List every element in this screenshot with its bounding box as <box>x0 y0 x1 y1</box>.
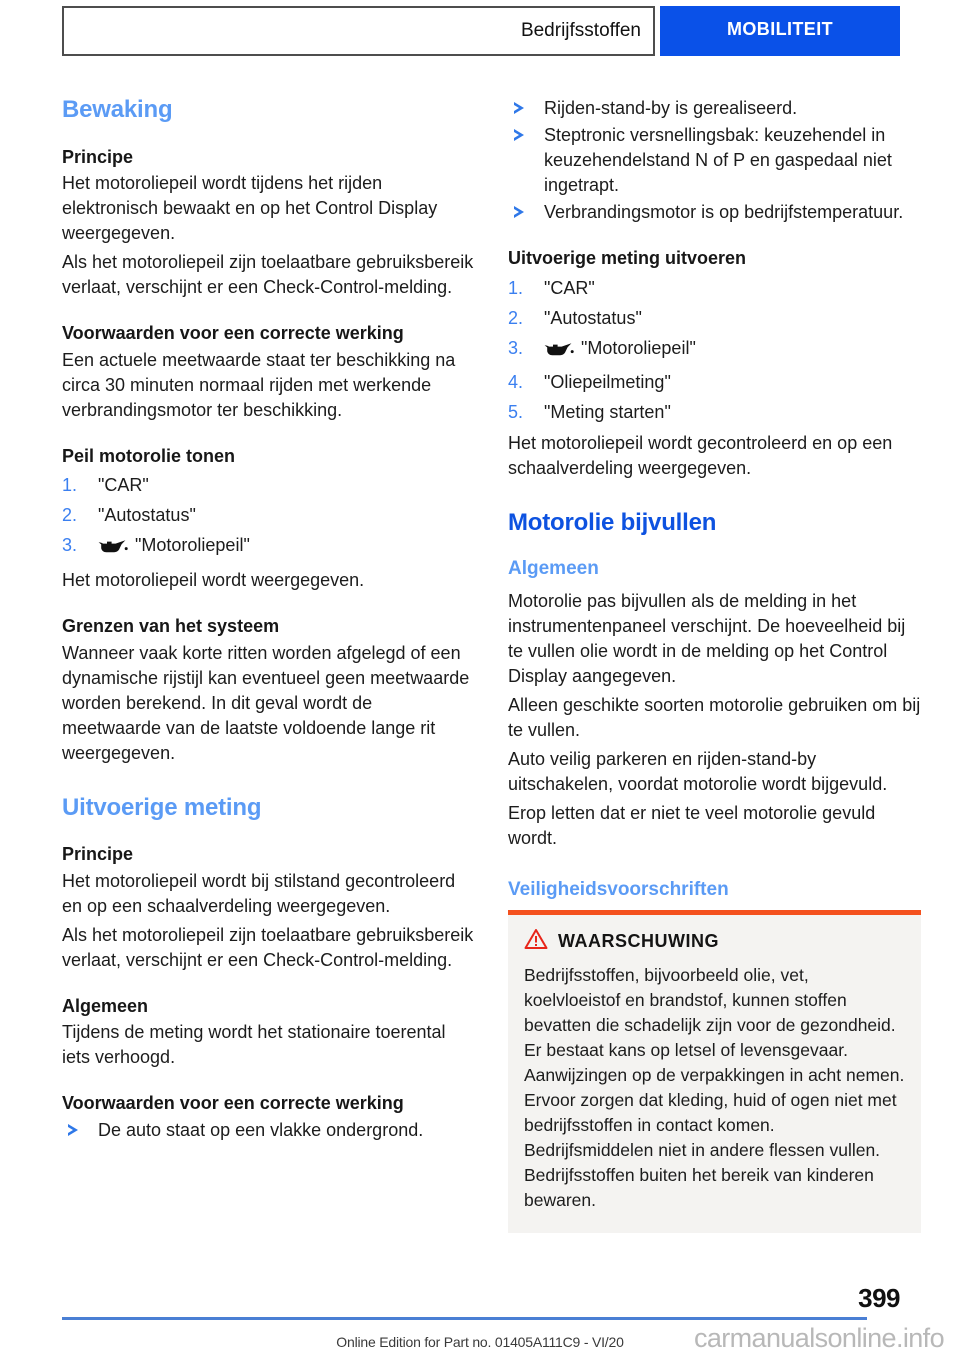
paragraph: Het motoroliepeil wordt weergegeven. <box>62 570 365 591</box>
heading-algemeen: Algemeen <box>508 558 599 580</box>
page-footer <box>0 1272 960 1362</box>
spacer <box>508 229 921 247</box>
bullet-text: Rijden-stand-by is gerealiseerd. <box>544 98 798 118</box>
triangle-bullet-icon <box>514 206 524 218</box>
paragraph: Het motoroliepeil wordt bij stilstand gecontroleerd en op een schaalverdeling weergegeven. <box>62 870 456 916</box>
list-item <box>62 470 475 500</box>
spacer <box>508 485 921 509</box>
heading-grenzen: Grenzen van het systeem <box>62 616 280 637</box>
section-title-uitvoerige-meting: Uitvoerige meting <box>62 793 262 821</box>
steps-uitvoerige-meting <box>508 273 921 427</box>
watermark: carmanualsonline.info <box>693 1323 944 1353</box>
paragraph: Auto veilig parkeren en rijden-stand-by uitschakelen, voordat motorolie wordt bijgevuld. <box>508 748 888 794</box>
list-item <box>508 96 921 121</box>
spacer <box>62 1074 475 1092</box>
page-header <box>0 0 960 62</box>
paragraph: Tijdens de meting wordt het stationaire toerental iets verhoogd. <box>62 1022 446 1068</box>
list-item <box>62 1118 475 1143</box>
breadcrumb-box <box>62 6 655 56</box>
chapter-tab <box>660 6 900 56</box>
heading-veiligheidsvoorschriften: Veiligheidsvoorschriften <box>508 878 729 900</box>
triangle-bullet-icon <box>68 1124 78 1136</box>
heading-algemeen: Algemeen <box>62 995 149 1016</box>
bullet-text: Verbrandingsmotor is op bedrijfstemperatuur. <box>544 202 904 222</box>
heading-principe: Principe <box>62 146 134 167</box>
spacer <box>508 855 921 879</box>
steps-peil-motorolie <box>62 470 475 564</box>
list-item <box>508 367 921 397</box>
bullet-list-voorwaarden-continued <box>508 96 921 225</box>
paragraph: Motorolie pas bijvullen als de melding in het instrumentenpaneel verschijnt. De hoeveelheid bij te vullen olie wordt in de melding op het Control Display aangegeven. <box>508 590 906 686</box>
list-item <box>508 273 921 303</box>
list-item <box>62 500 475 530</box>
triangle-bullet-icon <box>514 102 524 114</box>
paragraph: Het motoroliepeil wordt tijdens het rijden elektronisch bewaakt en op het Control Display weergegeven. <box>62 173 438 244</box>
footer-divider <box>62 1317 867 1320</box>
oil-can-icon <box>544 337 574 367</box>
edition-note: Online Edition for Part no. 01405A111C9 - VI/20 <box>336 1334 624 1350</box>
spacer <box>62 427 475 445</box>
page-number: 399 <box>858 1283 900 1313</box>
page-title: Bewaking <box>62 96 173 123</box>
list-item <box>508 303 921 333</box>
step-text: "CAR" <box>98 475 149 496</box>
left-column <box>62 96 475 1147</box>
step-text: "Autostatus" <box>544 307 642 328</box>
paragraph: Erop letten dat er niet te veel motorolie gevuld wordt. <box>508 802 876 848</box>
triangle-bullet-icon <box>514 129 524 141</box>
bullet-text: De auto staat op een vlakke ondergrond. <box>98 1119 424 1140</box>
list-item <box>508 333 921 367</box>
heading-peil-motorolie-tonen: Peil motorolie tonen <box>62 445 236 466</box>
paragraph: Als het motoroliepeil zijn toelaatbare gebruiksbereik verlaat, verschijnt er een Check-Control-melding. <box>62 252 474 298</box>
step-text: "Motoroliepeil" <box>135 535 250 556</box>
right-column <box>508 96 921 1233</box>
list-item <box>508 123 921 198</box>
step-text: "Autostatus" <box>98 505 196 526</box>
heading-principe-2: Principe <box>62 844 134 865</box>
step-text: "CAR" <box>544 277 595 298</box>
paragraph: Als het motoroliepeil zijn toelaatbare gebruiksbereik verlaat, verschijnt er een Check-Control-melding. <box>62 924 474 970</box>
spacer <box>62 977 475 995</box>
warning-text: Bedrijfsstoffen, bijvoorbeeld olie, vet, koelvloeistof en brandstof, kunnen stoffen bevatten die schadelijk zijn voor de gezondheid. Er bestaat kans op letsel of levensgevaar. Aanwijzingen op de verpakkingen in acht nemen. Ervoor zorgen dat kleding, huid of ogen niet met bedrijfsstoffen in contact komen. Bedrijfsmiddelen niet in andere flessen vullen. Bedrijfsstoffen buiten het bereik van kinderen bewaren. <box>524 964 905 1210</box>
bullet-list-voorwaarden <box>62 1118 475 1143</box>
spacer <box>62 597 475 615</box>
warning-box <box>508 910 921 1233</box>
warning-triangle-icon <box>524 928 548 955</box>
list-item <box>62 530 475 564</box>
spacer <box>62 770 475 794</box>
list-item <box>508 200 921 225</box>
step-text: "Motoroliepeil" <box>581 337 696 358</box>
heading-uitvoerige-meting-uitvoeren: Uitvoerige meting uitvoeren <box>508 248 747 268</box>
paragraph: Wanneer vaak korte ritten worden afgelegd of een dynamische rijstijl kan eventueel geen meetwaarde worden berekend. In dit geval wordt de meetwaarde van de laatste voldoende lange rit weergegeven. <box>62 642 470 763</box>
step-text: "Oliepeilmeting" <box>544 371 671 392</box>
chapter-label: MOBILITEIT <box>727 19 833 39</box>
paragraph: Alleen geschikte soorten motorolie gebruiken om bij te vullen. <box>508 694 921 740</box>
heading-voorwaarden-2: Voorwaarden voor een correcte werking <box>62 1093 404 1114</box>
list-item <box>508 397 921 427</box>
bullet-text: Steptronic versnellingsbak: keuzehendel in keuzehendelstand N of P en gaspedaal niet ingetrapt. <box>544 125 892 195</box>
paragraph: Een actuele meetwaarde staat ter beschikking na circa 30 minuten normaal rijden met werkende verbrandingsmotor ter beschikking. <box>62 349 456 420</box>
breadcrumb: Bedrijfsstoffen <box>520 20 641 41</box>
section-title-motorolie-bijvullen: Motorolie bijvullen <box>508 508 717 536</box>
heading-voorwaarden: Voorwaarden voor een correcte werking <box>62 323 404 344</box>
warning-title: WAARSCHUWING <box>558 930 719 951</box>
warning-header <box>524 928 905 955</box>
oil-can-icon <box>98 534 128 564</box>
step-text: "Meting starten" <box>544 401 671 422</box>
spacer <box>62 304 475 322</box>
paragraph: Het motoroliepeil wordt gecontroleerd en op een schaalverdeling weergegeven. <box>508 432 893 478</box>
